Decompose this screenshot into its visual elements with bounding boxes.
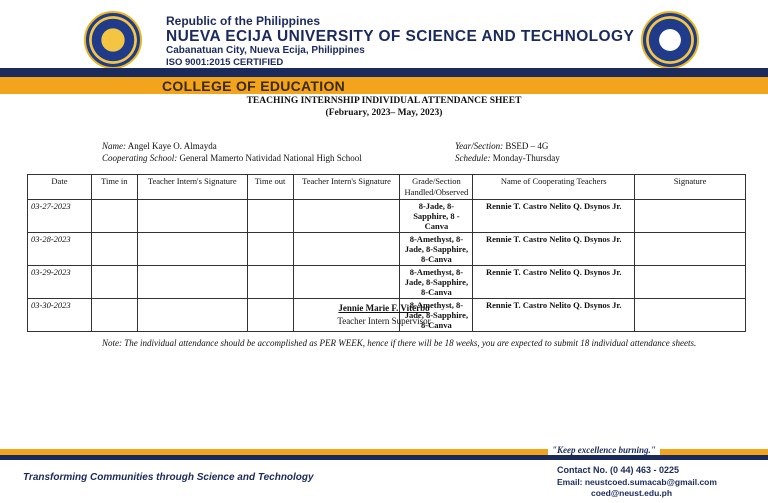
cooperating-teachers-cell: Rennie T. Castro Nelito Q. Dsynos Jr. [473,299,635,332]
column-header: Signature [635,175,746,200]
footer-navy-band [0,455,768,460]
cooperating-teachers-cell: Rennie T. Castro Nelito Q. Dsynos Jr. [473,200,635,233]
section-label: Year/Section: [455,141,504,151]
intern-name-line [102,141,217,151]
school-label: Cooperating School: [102,153,178,163]
grade-section-cell: 8-Amethyst, 8-Jade, 8-Sapphire, 8-Canva [400,299,473,332]
contact-email: Email: neustcoed.sumacab@gmail.com [557,477,717,487]
column-header: Name of Cooperating Teachers [473,175,635,200]
schedule-value: Monday-Thursday [492,153,560,163]
intern-signature-cell [137,233,247,266]
signature-cell [635,266,746,299]
column-header: Time out [247,175,293,200]
time-out-cell [247,233,293,266]
header-navy-band [0,68,768,77]
college-name: COLLEGE OF EDUCATION [162,78,346,94]
column-header: Grade/Section Handled/Observed [400,175,473,200]
university-seal-logo [84,11,142,69]
signature-cell [635,200,746,233]
name-label: Name: [102,141,126,151]
year-section-line [455,141,548,151]
date-cell: 03-27-2023 [28,200,92,233]
date-cell: 03-28-2023 [28,233,92,266]
school-value: General Mamerto Natividad National High School [179,153,362,163]
section-value: BSED – 4G [505,141,549,151]
intern-signature-cell [137,266,247,299]
time-out-cell [247,266,293,299]
intern-signature-cell [293,233,400,266]
table-row [28,200,746,233]
time-out-cell [247,200,293,233]
cooperating-teachers-cell: Rennie T. Castro Nelito Q. Dsynos Jr. [473,266,635,299]
iso-certification: ISO 9001:2015 CERTIFIED [166,57,284,68]
document-period: (February, 2023– May, 2023) [325,108,443,118]
table-row [28,233,746,266]
date-cell: 03-30-2023 [28,299,92,332]
time-in-cell [91,233,137,266]
university-location: Cabanatuan City, Nueva Ecija, Philippines [166,45,365,56]
name-value: Angel Kaye O. Almayda [127,141,217,151]
schedule-label: Schedule: [455,153,491,163]
intern-signature-cell [293,200,400,233]
date-cell: 03-29-2023 [28,266,92,299]
time-in-cell [91,266,137,299]
schedule-line [455,153,560,163]
cooperating-teachers-cell: Rennie T. Castro Nelito Q. Dsynos Jr. [473,233,635,266]
intern-signature-cell [293,266,400,299]
grade-section-cell: 8-Amethyst, 8-Jade, 8-Sapphire, 8-Canva [400,233,473,266]
note-text: Note: The individual attendance should be accomplished as PER WEEK, hence if there will be 18 weeks, you are expected to submit 18 individual attendance sheets. [102,338,697,348]
supervisor-title: Teacher Intern Supervisor [337,316,431,326]
column-header: Teacher Intern's Signature [137,175,247,200]
motto-text: "Keep excellence burning." [548,445,660,455]
cooperating-school-line [102,153,362,163]
republic-text: Republic of the Philippines [166,14,321,28]
contact-number: Contact No. (0 44) 463 - 0225 [557,465,680,475]
intern-signature-cell [137,200,247,233]
university-name: NUEVA ECIJA UNIVERSITY OF SCIENCE AND TECHNOLOGY [166,28,635,45]
contact-email-secondary: coed@neust.edu.ph [591,488,673,498]
time-in-cell [91,200,137,233]
column-header: Date [28,175,92,200]
document-title: TEACHING INTERNSHIP INDIVIDUAL ATTENDANCE SHEET [246,96,522,106]
grade-section-cell: 8-Jade, 8-Sapphire, 8 - Canva [400,200,473,233]
table-header-row [28,175,746,200]
grade-section-cell: 8-Amethyst, 8-Jade, 8-Sapphire, 8-Canva [400,266,473,299]
header-gold-band [0,77,768,94]
footer-tagline: Transforming Communities through Science and Technology [23,472,314,483]
table-row [28,266,746,299]
letterhead [0,0,768,68]
column-header: Teacher Intern's Signature [293,175,400,200]
column-header: Time in [91,175,137,200]
college-seal-logo [641,11,699,69]
supervisor-name: Jennie Marie F. Viterbo [338,303,430,313]
signature-cell [635,233,746,266]
